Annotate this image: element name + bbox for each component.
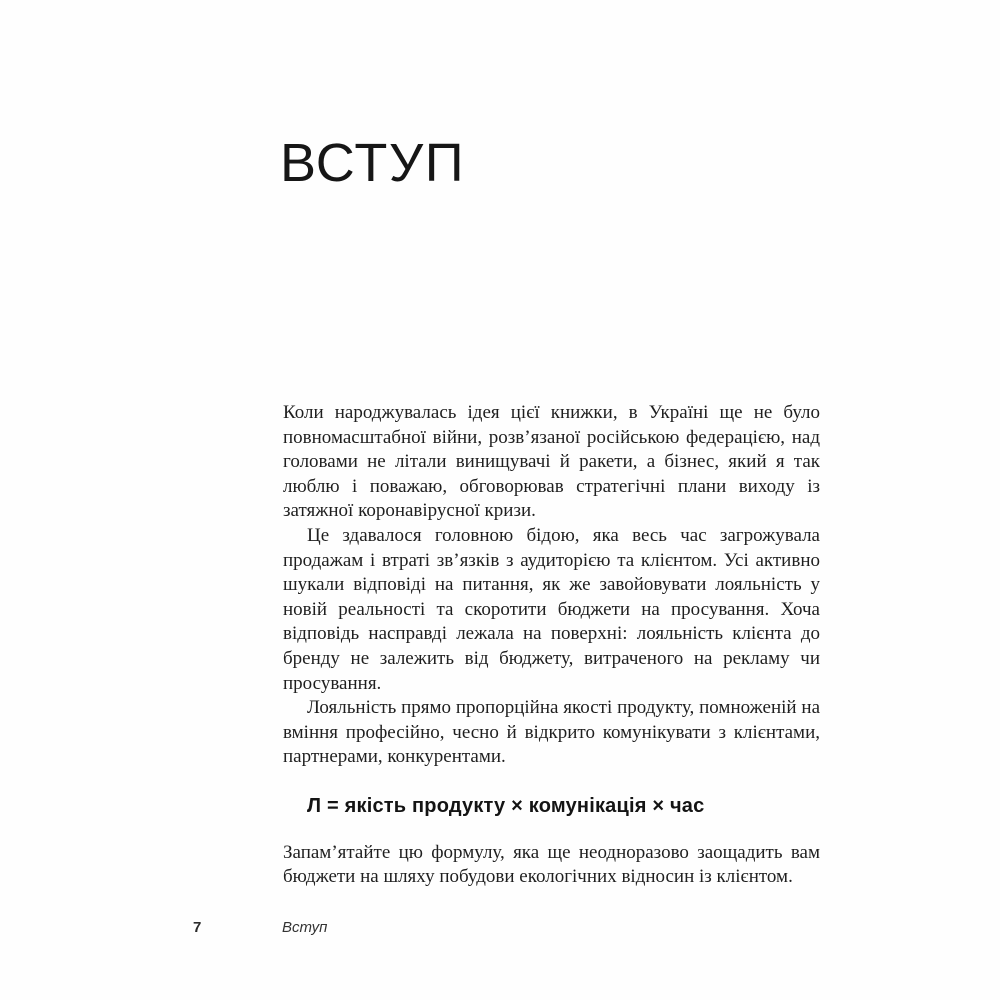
page-footer [0, 919, 1000, 941]
body-text [283, 401, 820, 890]
running-title: Вступ [282, 919, 328, 936]
paragraph-intro: Коли народжувалась ідея цієї книжки, в Україні ще не було повномасштабної війни, розв’язаної російською федерацією, над головами не літали винищувачі й ракети, а бізнес, який я так люблю і поважаю, обговорював стратегічні плани виходу із затяжної коронавірусної кризи. [283, 402, 820, 522]
chapter-title: ВСТУП [280, 133, 466, 193]
paragraph-loyalty: Лояльність прямо пропорційна якості продукту, помноженій на вміння професійно, чесно й відкрито комунікувати з клієнтами, партнерами, конкурентами. [283, 697, 820, 768]
loyalty-formula: Л = якість продукту × комунікація × час [307, 794, 705, 817]
paragraph-remember: Запам’ятайте цю формулу, яка ще неодноразово заощадить вам бюджети на шляху побудови екологічних відносин із клієнтом. [283, 841, 820, 888]
page-number: 7 [193, 919, 202, 936]
paragraph-problem: Це здавалося головною бідою, яка весь час загрожувала продажам і втраті зв’язків з аудиторією та клієнтом. Усі активно шукали відповіді на питання, як же завойовувати лояльність у новій реальності та скоротити бюджети на просування. Хоча відповідь насправді лежала на поверхні: лояльність клієнта до бренду не залежить від бюджету, витраченого на рекламу чи просування. [283, 524, 820, 694]
